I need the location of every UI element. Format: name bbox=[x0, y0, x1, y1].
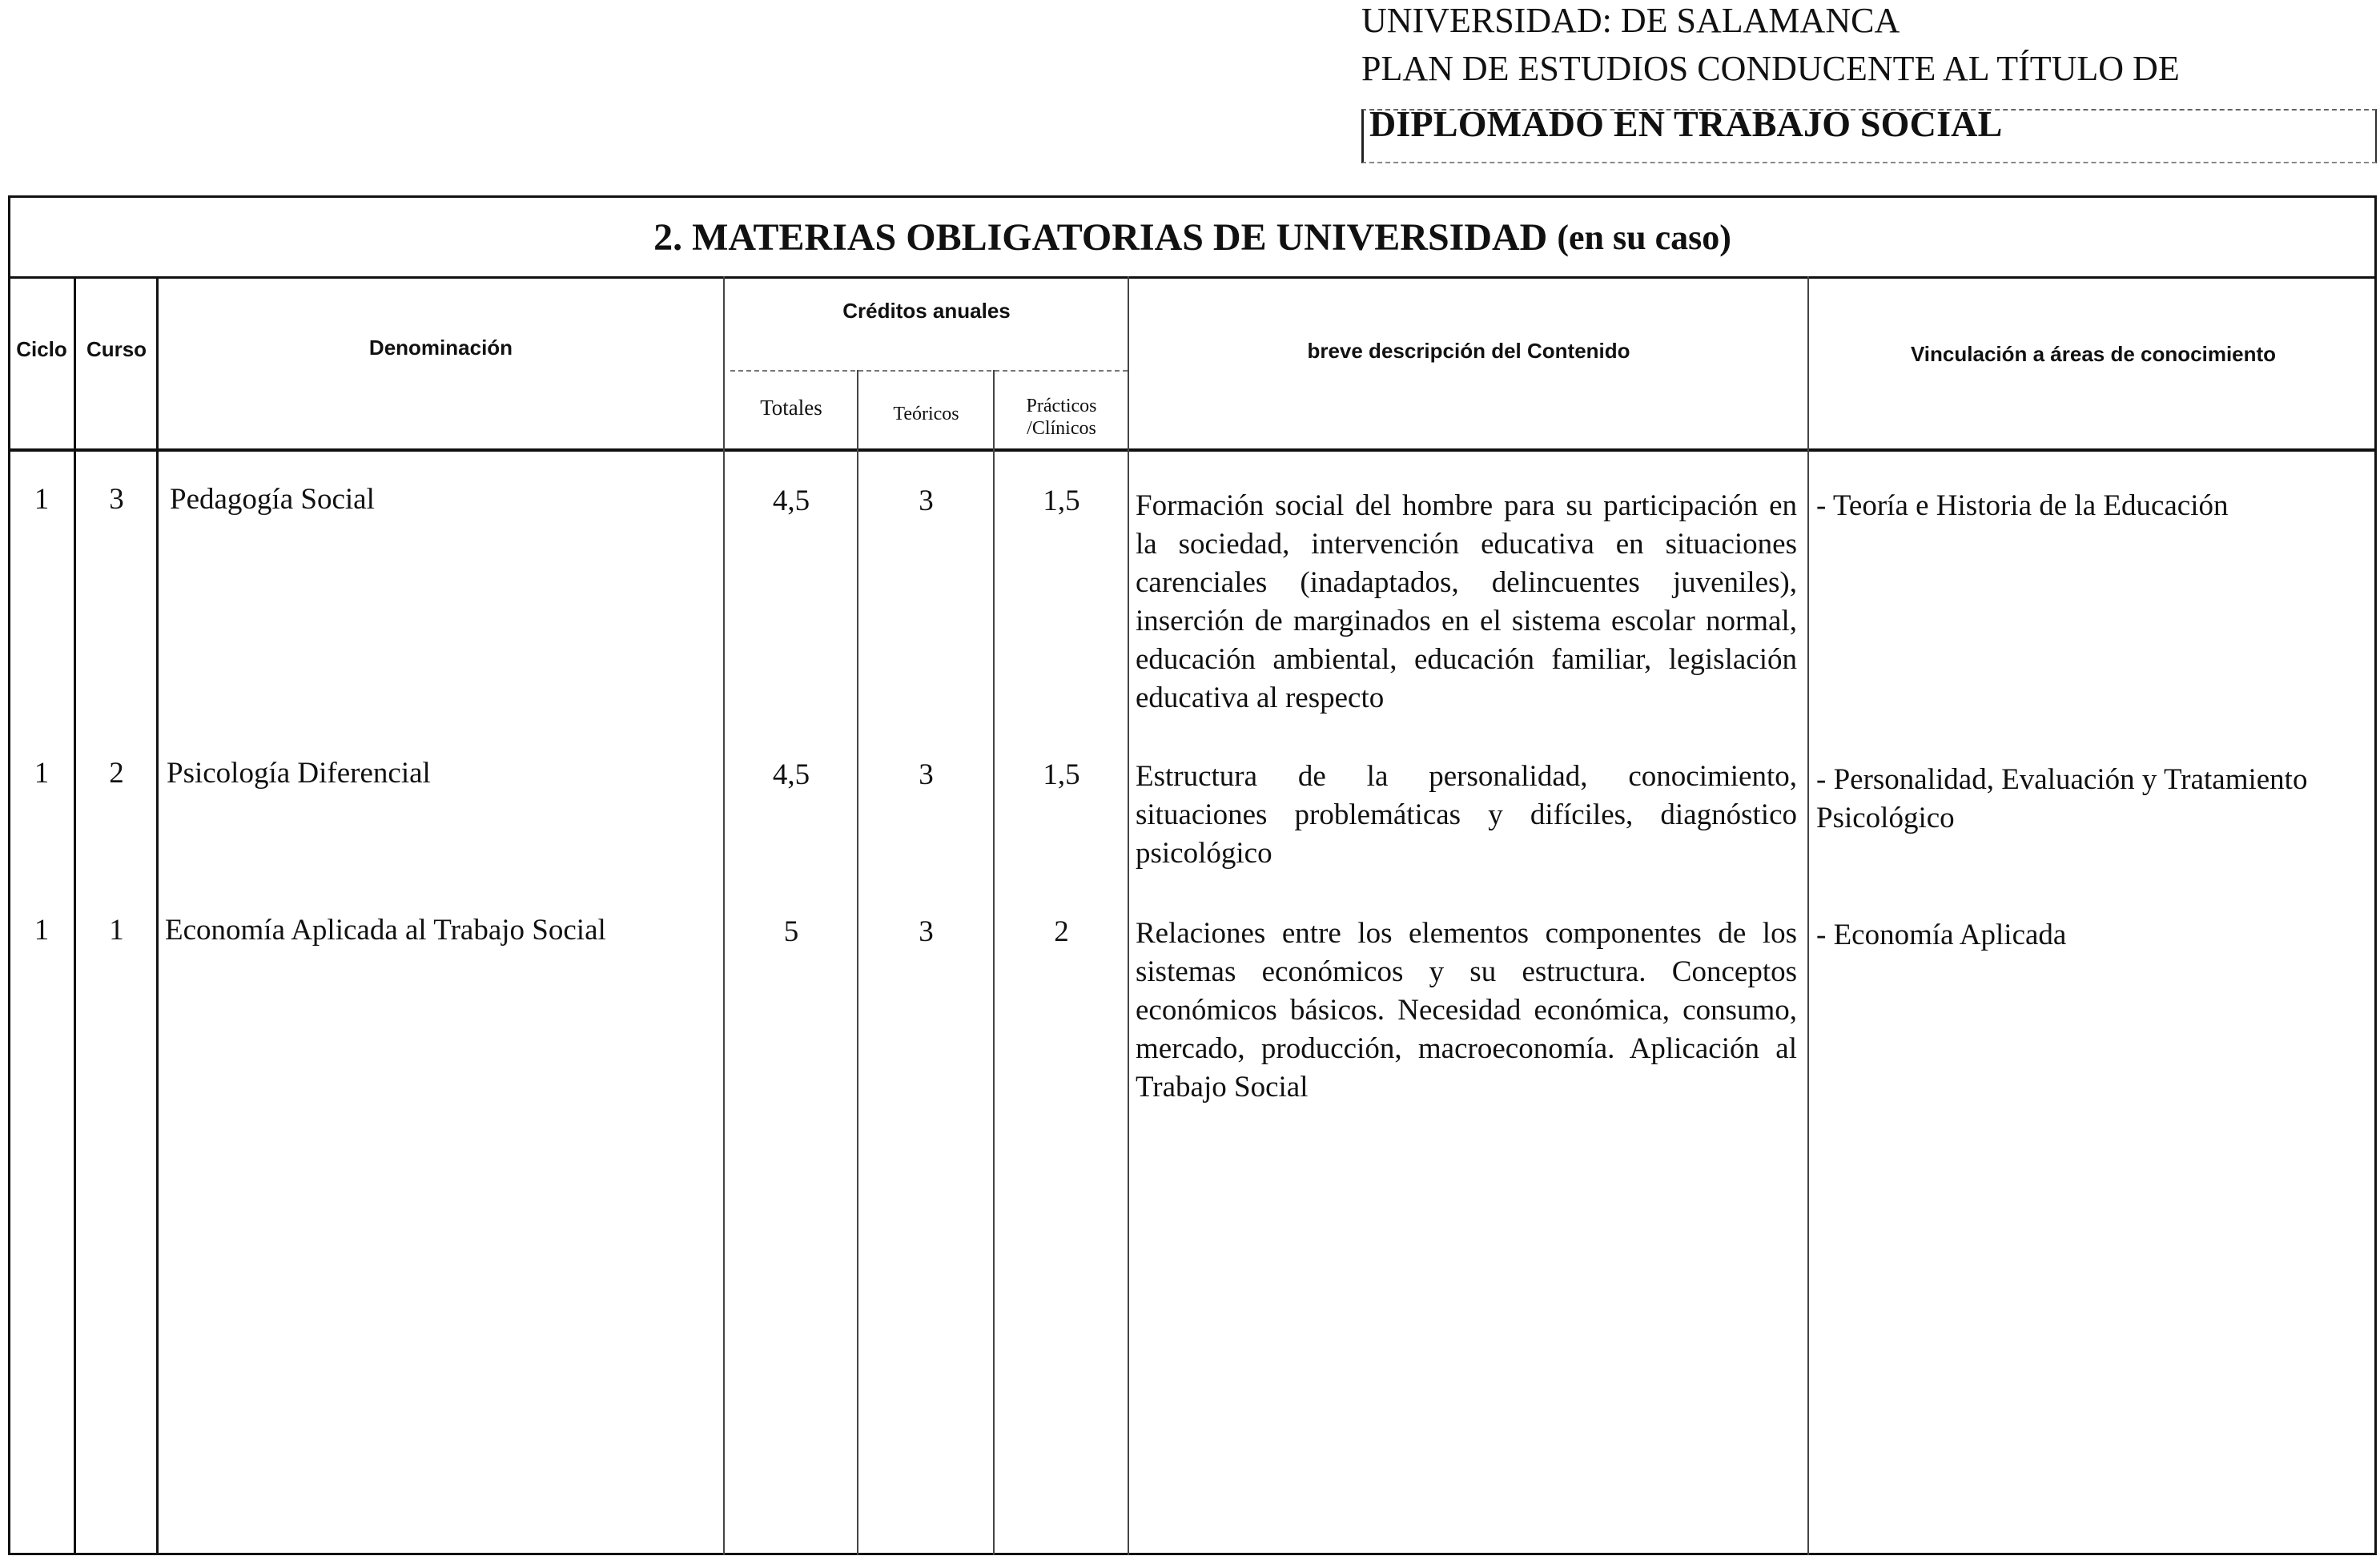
col-divider-creditos bbox=[1128, 276, 1129, 1555]
plan-heading: PLAN DE ESTUDIOS CONDUCENTE AL TÍTULO DE bbox=[1361, 49, 2180, 88]
subjects-table bbox=[8, 195, 2377, 1555]
cell-practicos: 1,5 bbox=[1043, 484, 1080, 517]
col-header-teoricos: Teóricos bbox=[893, 404, 959, 424]
cell-practicos: 2 bbox=[1054, 915, 1069, 948]
degree-title: DIPLOMADO EN TRABAJO SOCIAL bbox=[1369, 103, 2003, 144]
col-header-totales: Totales bbox=[760, 396, 822, 420]
col-divider-totales bbox=[857, 370, 858, 1555]
header-divider bbox=[8, 448, 2377, 452]
col-header-creditos: Créditos anuales bbox=[842, 299, 1011, 323]
cell-denominacion: Psicología Diferencial bbox=[167, 757, 431, 790]
cell-curso: 3 bbox=[109, 483, 124, 516]
col-header-ciclo: Ciclo bbox=[16, 337, 67, 361]
cell-totales: 4,5 bbox=[772, 758, 810, 791]
cell-vinculacion: - Personalidad, Evaluación y Tratamiento Psicológico bbox=[1816, 763, 2308, 834]
cell-ciclo: 1 bbox=[34, 757, 50, 790]
section-title bbox=[8, 195, 2377, 279]
cell-teoricos: 3 bbox=[919, 915, 934, 948]
col-header-vinculacion: Vinculación a áreas de conocimiento bbox=[1910, 342, 2277, 366]
cell-totales: 4,5 bbox=[772, 484, 810, 517]
cell-contenido: Estructura de la personalidad, conocimiento, situaciones problemáticas y difíciles, diagnóstico psicológico bbox=[1136, 760, 1797, 870]
col-header-denominacion: Denominación bbox=[368, 336, 513, 360]
cell-teoricos: 3 bbox=[919, 758, 934, 791]
col-divider-ciclo bbox=[74, 276, 76, 1555]
cell-curso: 1 bbox=[109, 914, 124, 947]
cell-ciclo: 1 bbox=[34, 914, 50, 947]
cell-totales: 5 bbox=[783, 915, 799, 948]
cell-contenido: Relaciones entre los elementos componentes de los sistemas económicos y su estructura. Conceptos económicos básicos. Necesidad económica, consumo, mercado, producción, macroeconomía. Aplicación al Trabajo Social bbox=[1136, 917, 1797, 1104]
cell-contenido: Formación social del hombre para su participación en la sociedad, intervención educativa en situaciones carenciales (inadaptados, delincuentes juveniles), inserción de marginados en el sistema escolar normal, educación ambiental, educación familiar, legislación educativa al respecto bbox=[1136, 489, 1797, 714]
col-header-contenido: breve descripción del Contenido bbox=[1307, 339, 1630, 363]
col-divider-curso bbox=[156, 276, 159, 1555]
cell-practicos: 1,5 bbox=[1043, 758, 1080, 791]
university-name: UNIVERSIDAD: DE SALAMANCA bbox=[1361, 1, 1900, 40]
cell-curso: 2 bbox=[109, 757, 124, 790]
col-divider-contenido bbox=[1807, 276, 1809, 1555]
col-divider-teoricos bbox=[993, 370, 995, 1555]
cell-denominacion: Economía Aplicada al Trabajo Social bbox=[165, 914, 606, 947]
cell-ciclo: 1 bbox=[34, 483, 50, 516]
banner-divider bbox=[8, 276, 2377, 279]
section-title-main: 2. MATERIAS OBLIGATORIAS DE UNIVERSIDAD bbox=[653, 215, 1548, 259]
section-title-suffix: (en su caso) bbox=[1557, 217, 1731, 257]
cell-denominacion: Pedagogía Social bbox=[170, 483, 375, 516]
cell-teoricos: 3 bbox=[919, 484, 934, 517]
col-header-curso: Curso bbox=[86, 337, 147, 361]
col-divider-denominacion bbox=[723, 276, 725, 1555]
col-header-practicos: Prácticos /Clínicos bbox=[1026, 396, 1097, 439]
cell-vinculacion: - Economía Aplicada bbox=[1816, 919, 2067, 951]
credits-subdivider bbox=[730, 370, 1128, 372]
cell-vinculacion: - Teoría e Historia de la Educación bbox=[1816, 489, 2229, 522]
